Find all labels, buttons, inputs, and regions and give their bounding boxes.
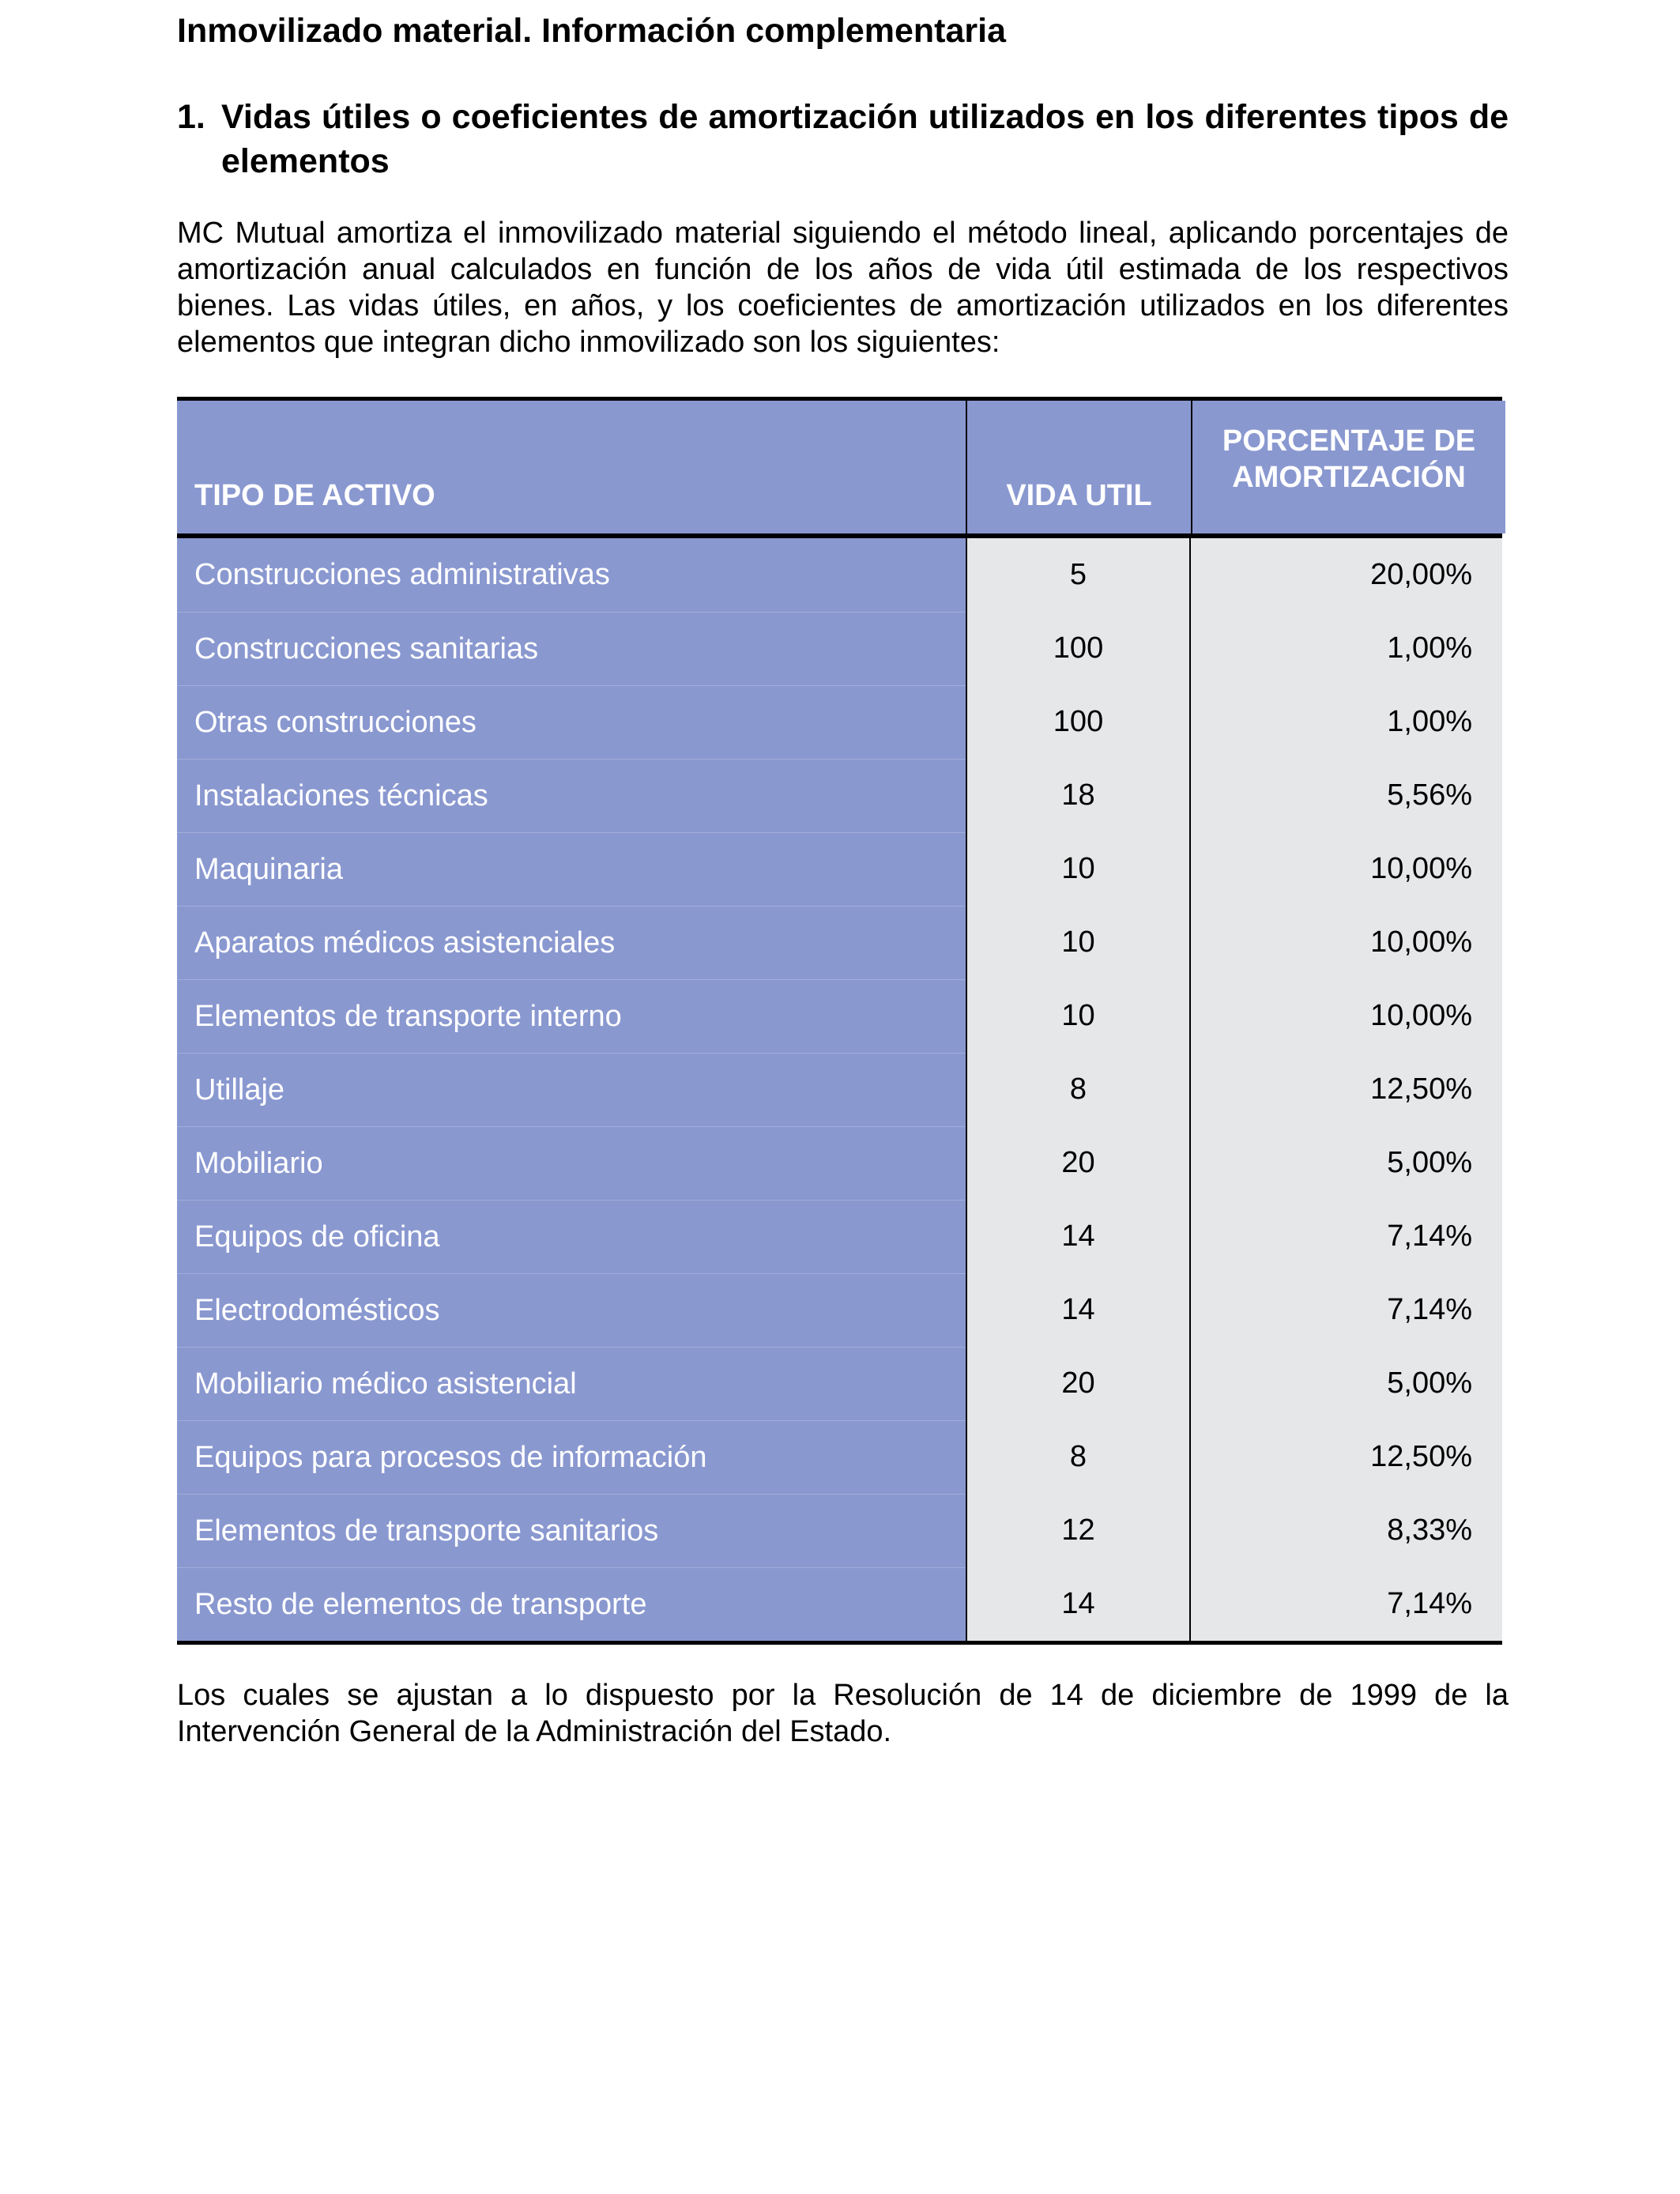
table-row xyxy=(177,685,1502,759)
section-heading xyxy=(177,95,1509,183)
cell-porcentaje: 12,50% xyxy=(1189,1420,1502,1494)
table-row xyxy=(177,832,1502,906)
cell-tipo: Electrodomésticos xyxy=(177,1273,966,1347)
cell-vida: 100 xyxy=(966,685,1189,759)
cell-vida: 100 xyxy=(966,612,1189,685)
cell-vida: 10 xyxy=(966,832,1189,906)
cell-vida: 14 xyxy=(966,1273,1189,1347)
cell-tipo: Mobiliario médico asistencial xyxy=(177,1347,966,1420)
cell-porcentaje: 10,00% xyxy=(1189,832,1502,906)
cell-porcentaje: 5,56% xyxy=(1189,759,1502,832)
cell-porcentaje: 7,14% xyxy=(1189,1200,1502,1273)
header-cell-vida xyxy=(966,401,1191,533)
cell-tipo: Maquinaria xyxy=(177,832,966,906)
cell-porcentaje: 7,14% xyxy=(1189,1273,1502,1347)
cell-vida: 20 xyxy=(966,1126,1189,1200)
cell-tipo: Resto de elementos de transporte xyxy=(177,1567,966,1641)
cell-tipo: Instalaciones técnicas xyxy=(177,759,966,832)
intro-paragraph: MC Mutual amortiza el inmovilizado material siguiendo el método lineal, aplicando porcentajes de amortización anual calculados en función de los años de vida útil estimada de los respectivos bienes. Las vidas útiles, en años, y los coeficientes de amortización utilizados en los diferentes elementos que integran dicho inmovilizado son los siguientes: xyxy=(177,217,1509,359)
cell-tipo: Construcciones administrativas xyxy=(177,538,966,612)
cell-vida: 12 xyxy=(966,1494,1189,1567)
table-row xyxy=(177,1347,1502,1420)
section-heading-text: Vidas útiles o coeficientes de amortización utilizados en los diferentes tipos de elementos xyxy=(221,98,1509,180)
cell-vida: 20 xyxy=(966,1347,1189,1420)
cell-porcentaje: 1,00% xyxy=(1189,685,1502,759)
cell-tipo: Elementos de transporte interno xyxy=(177,979,966,1053)
cell-porcentaje: 12,50% xyxy=(1189,1053,1502,1126)
cell-porcentaje: 1,00% xyxy=(1189,612,1502,685)
cell-vida: 14 xyxy=(966,1200,1189,1273)
table-row xyxy=(177,979,1502,1053)
cell-tipo: Aparatos médicos asistenciales xyxy=(177,906,966,979)
cell-tipo: Equipos de oficina xyxy=(177,1200,966,1273)
table-header-row xyxy=(177,397,1502,538)
closing-paragraph: Los cuales se ajustan a lo dispuesto por la Resolución de 14 de diciembre de 1999 de la Intervención General de la Administración del Estado. xyxy=(177,1679,1509,1748)
amortization-table xyxy=(177,397,1502,1645)
cell-porcentaje: 5,00% xyxy=(1189,1347,1502,1420)
cell-tipo: Elementos de transporte sanitarios xyxy=(177,1494,966,1567)
cell-tipo: Equipos para procesos de información xyxy=(177,1420,966,1494)
cell-porcentaje: 5,00% xyxy=(1189,1126,1502,1200)
table-row xyxy=(177,538,1502,612)
table-row xyxy=(177,906,1502,979)
table-body xyxy=(177,538,1502,1645)
cell-porcentaje: 20,00% xyxy=(1189,538,1502,612)
header-cell-tipo xyxy=(177,401,966,533)
cell-vida: 10 xyxy=(966,979,1189,1053)
table-row xyxy=(177,759,1502,832)
cell-vida: 8 xyxy=(966,1053,1189,1126)
cell-vida: 5 xyxy=(966,538,1189,612)
table-row xyxy=(177,612,1502,685)
section-number: 1. xyxy=(177,98,205,136)
cell-tipo: Construcciones sanitarias xyxy=(177,612,966,685)
cell-vida: 14 xyxy=(966,1567,1189,1641)
table-row xyxy=(177,1567,1502,1641)
table-row xyxy=(177,1494,1502,1567)
cell-vida: 10 xyxy=(966,906,1189,979)
table-row xyxy=(177,1420,1502,1494)
table-row xyxy=(177,1200,1502,1273)
cell-tipo: Utillaje xyxy=(177,1053,966,1126)
header-cell-porcentaje xyxy=(1191,401,1505,533)
cell-porcentaje: 7,14% xyxy=(1189,1567,1502,1641)
page-title: Inmovilizado material. Información complementaria xyxy=(177,12,1006,50)
cell-vida: 8 xyxy=(966,1420,1189,1494)
table-row xyxy=(177,1126,1502,1200)
table-row xyxy=(177,1273,1502,1347)
header-tipo-de-activo: TIPO DE ACTIVO xyxy=(194,479,435,512)
cell-porcentaje: 8,33% xyxy=(1189,1494,1502,1567)
cell-porcentaje: 10,00% xyxy=(1189,979,1502,1053)
cell-tipo: Mobiliario xyxy=(177,1126,966,1200)
cell-vida: 18 xyxy=(966,759,1189,832)
table-row xyxy=(177,1053,1502,1126)
header-vida-util: VIDA UTIL xyxy=(1006,479,1152,512)
header-porcentaje-amortizacion: PORCENTAJE DE AMORTIZACIÓN xyxy=(1222,424,1476,494)
cell-porcentaje: 10,00% xyxy=(1189,906,1502,979)
cell-tipo: Otras construcciones xyxy=(177,685,966,759)
